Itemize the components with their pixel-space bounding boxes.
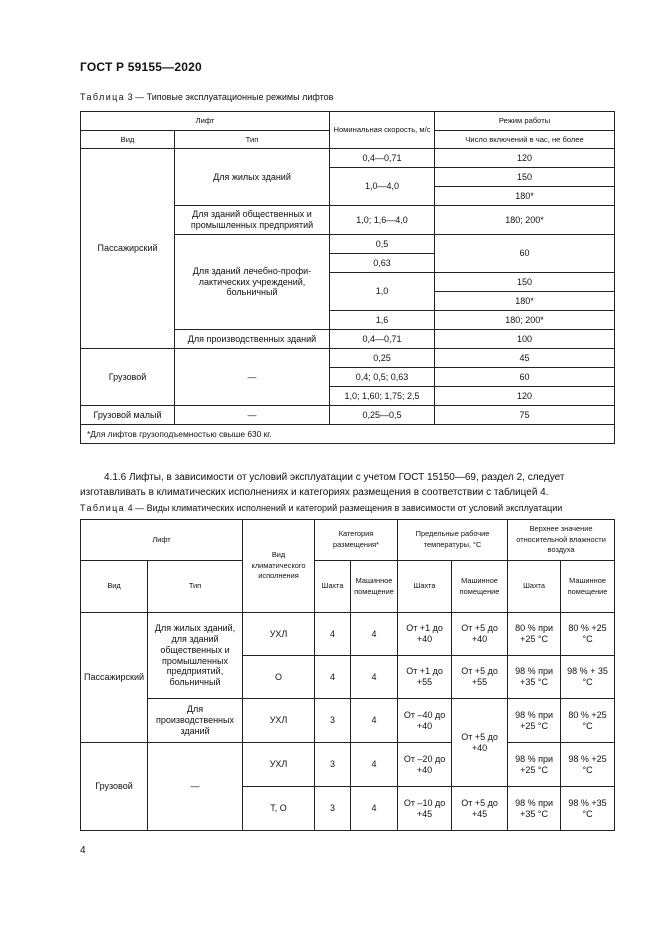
t3-starts: 120 [435,387,615,406]
t4-cat-machine: 4 [351,656,398,699]
table3-caption [80,92,333,102]
t3-type-industrial: Для производственных зданий [175,330,330,349]
t3-footnote: *Для лифтов грузоподъемностью свыше 630 кг. [81,425,615,444]
t4-hum-shaft: 80 % при +25 °С [508,613,561,656]
table4-caption-label: Таблица [80,503,126,513]
t4-cat-shaft: 4 [315,613,351,656]
table3-caption-label: Таблица [80,92,126,102]
t4-temp-shaft: От –10 до +45 [398,787,452,831]
table3-caption-text: 3 — Типовые эксплуатационные режимы лифтов [127,92,334,102]
t3-kind-cargo-small: Грузовой малый [81,406,175,425]
t4-head-type: Тип [148,561,243,613]
t4-cat-machine: 4 [351,743,398,787]
t4-temp-machine: От +5 до +40 [452,699,508,787]
t4-cat-shaft: 4 [315,656,351,699]
t4-climate: УХЛ [243,743,315,787]
table-4 [80,519,615,831]
t3-head-mode: Режим работы [435,112,615,131]
t3-head-type: Тип [175,131,330,149]
t3-type-public: Для зданий общественных и промышленных предприятий [175,206,330,235]
t4-type-residential: Для жилых зданий, для зданий общественных и промышленных предприятий, больничный [148,613,243,699]
t3-starts: 60 [435,235,615,273]
t4-temp-shaft: От +1 до +40 [398,613,452,656]
t3-starts: 75 [435,406,615,425]
page-number: 4 [80,845,86,856]
t4-climate: УХЛ [243,699,315,743]
table4-caption [80,503,562,513]
t3-speed: 0,4—0,71 [330,149,435,168]
t4-hum-machine: 80 % +25 °С [561,699,615,743]
t3-speed: 1,0; 1,6—4,0 [330,206,435,235]
t3-head-lift: Лифт [81,112,330,131]
t4-head-climate: Вид климатического исполнения [243,520,315,613]
t4-temp-shaft: От –20 до +40 [398,743,452,787]
t3-starts: 100 [435,330,615,349]
t3-starts: 180; 200* [435,311,615,330]
t3-speed: 1,0 [330,273,435,311]
t4-climate: О [243,656,315,699]
t3-type-medical: Для зданий лечебно-профи-лактических учреждений, больничный [175,235,330,330]
t3-starts: 120 [435,149,615,168]
t4-head-temperature: Предельные рабочие температуры, °С [398,520,508,561]
table-3 [80,111,615,444]
t3-speed: 1,0—4,0 [330,168,435,206]
t3-head-kind: Вид [81,131,175,149]
document-header: ГОСТ Р 59155—2020 [80,60,202,74]
t3-head-speed: Номинальная скорость, м/с [330,112,435,149]
t3-starts: 180* [435,292,615,311]
t3-type-dash: — [175,406,330,425]
t3-speed: 0,4—0,71 [330,330,435,349]
t4-hum-machine: 98 % + 35 °С [561,656,615,699]
t4-temp-machine: От +5 до +45 [452,787,508,831]
t4-temp-machine: От +5 до +40 [452,613,508,656]
t4-head-shaft: Шахта [398,561,452,613]
t4-hum-shaft: 98 % при +25 °С [508,743,561,787]
t4-hum-shaft: 98 % при +25 °С [508,699,561,743]
t4-temp-machine: От +5 до +55 [452,656,508,699]
t4-hum-shaft: 98 % при +35 °С [508,787,561,831]
t4-head-category: Категория размещения* [315,520,398,561]
paragraph-4-1-6: 4.1.6 Лифты, в зависимости от условий эксплуатации с учетом ГОСТ 15150—69, раздел 2, следует изготавливать в климатических исполнениях и категориях размещения в соответствии с таблицей 4. [80,472,565,498]
t3-type-dash: — [175,349,330,406]
t4-head-humidity: Верхнее значение относительной влажности воздуха [508,520,615,561]
t4-type-industrial: Для производственных зданий [148,699,243,743]
t4-cat-machine: 4 [351,699,398,743]
t4-temp-shaft: От +1 до +55 [398,656,452,699]
t4-temp-shaft: От –40 до +40 [398,699,452,743]
t4-head-shaft: Шахта [508,561,561,613]
t4-climate: УХЛ [243,613,315,656]
t3-starts: 180; 200* [435,206,615,235]
t3-starts: 60 [435,368,615,387]
t3-type-residential: Для жилых зданий [175,149,330,206]
t3-head-starts: Число включений в час, не более [435,131,615,149]
t4-cat-machine: 4 [351,787,398,831]
t3-starts: 45 [435,349,615,368]
t3-starts: 150 [435,168,615,187]
t3-kind-passenger: Пассажирский [81,149,175,349]
t4-kind-passenger: Пассажирский [81,613,148,743]
t3-speed: 0,25 [330,349,435,368]
t4-cat-shaft: 3 [315,743,351,787]
t3-speed: 1,0; 1,60; 1,75; 2,5 [330,387,435,406]
t3-starts: 150 [435,273,615,292]
t3-kind-cargo: Грузовой [81,349,175,406]
t4-cat-machine: 4 [351,613,398,656]
t4-head-shaft: Шахта [315,561,351,613]
t3-speed: 0,4; 0,5; 0,63 [330,368,435,387]
t3-speed: 1,6 [330,311,435,330]
t4-type-dash: — [148,743,243,831]
t4-cat-shaft: 3 [315,787,351,831]
t4-head-machine-room: Машинное помещение [351,561,398,613]
t4-head-machine-room: Машинное помещение [561,561,615,613]
t3-starts: 180* [435,187,615,206]
t3-speed: 0,25—0,5 [330,406,435,425]
t3-speed: 0,63 [330,254,435,273]
t4-hum-machine: 80 % +25 °С [561,613,615,656]
t4-hum-machine: 98 % +25 °С [561,743,615,787]
table4-caption-text: 4 — Виды климатических исполнений и категорий размещения в зависимости от условий эксплуатации [127,503,563,513]
t4-hum-shaft: 98 % при +35 °С [508,656,561,699]
t3-speed: 0,5 [330,235,435,254]
t4-head-lift: Лифт [81,520,243,561]
t4-cat-shaft: 3 [315,699,351,743]
t4-head-machine-room: Машинное помещение [452,561,508,613]
t4-climate: Т, О [243,787,315,831]
t4-hum-machine: 98 % +35 °С [561,787,615,831]
t4-head-kind: Вид [81,561,148,613]
t4-kind-cargo: Грузовой [81,743,148,831]
